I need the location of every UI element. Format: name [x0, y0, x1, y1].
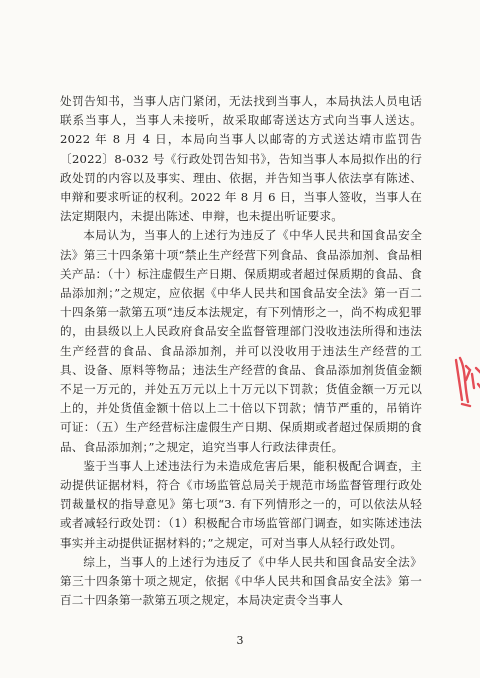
- seal-stamp-fragment: [452, 340, 480, 450]
- paragraph-2: 本局认为，当事人的上述行为违反了《中华人民共和国食品安全法》第三十四条第十项“禁止生产经营下列食品、食品添加剂、食品相关产品：（十）标注虚假生产日期、保质期或者超过保质期的食品、食品添加剂；”之规定，应依据《中华人民共和国食品安全法》第一百二十四条第一款第五项“违反本法规定，有下列情形之一，尚不构成犯罪的，由县级以上人民政府食品安全监督管理部门没收违法所得和违法生产经营的食品、食品添加剂，并可以没收用于违法生产经营的工具、设备、原料等物品；违法生产经营的食品、食品添加剂货值金额不足一万元的，并处五万元以上十万元以下罚款；货值金额一万元以上的，并处货值金额十倍以上二十倍以下罚款；情节严重的，吊销许可证：（五）生产经营标注虚假生产日期、保质期或者超过保质期的食品、食品添加剂；”之规定，追究当事人行政法律责任。: [60, 228, 422, 454]
- paragraph-3: 鉴于当事人上述违法行为未造成危害后果，能积极配合调查，主动提供证据材料，符合《市场监管总局关于规范市场监督管理行政处罚裁量权的指导意见》第七项“3. 有下列情形之一的，可以依法从轻或者减轻行政处罚：（1）积极配合市场监管部门调查，如实陈述违法事实并主动提供证据材料的；”之规定，可对当事人从轻行政处罚。: [60, 458, 422, 550]
- paragraph-1: 处罚告知书，当事人店门紧闭，无法找到当事人，本局执法人员电话联系当事人，当事人未接听，故采取邮寄送达方式向当事人送达。2022 年 8 月 4 日，本局向当事人以邮寄的方式送达靖市监罚告〔2022〕8-032 号《行政处罚告知书》，告知当事人本局拟作出的行政处罚的内容以及事实、理由、依据，并告知当事人依法享有陈述、申辩和要求听证的权利。2022 年 8 月 6 日，当事人签收，当事人在法定期限内，未提出陈述、申辩，也未提出听证要求。: [60, 94, 422, 224]
- paragraph-4: 综上，当事人的上述行为违反了《中华人民共和国食品安全法》第三十四条第十项之规定，依据《中华人民共和国食品安全法》第一百二十四条第一款第五项之规定，本局决定责令当事人: [60, 554, 422, 608]
- page-number: 3: [236, 634, 244, 647]
- document-body: [60, 92, 422, 610]
